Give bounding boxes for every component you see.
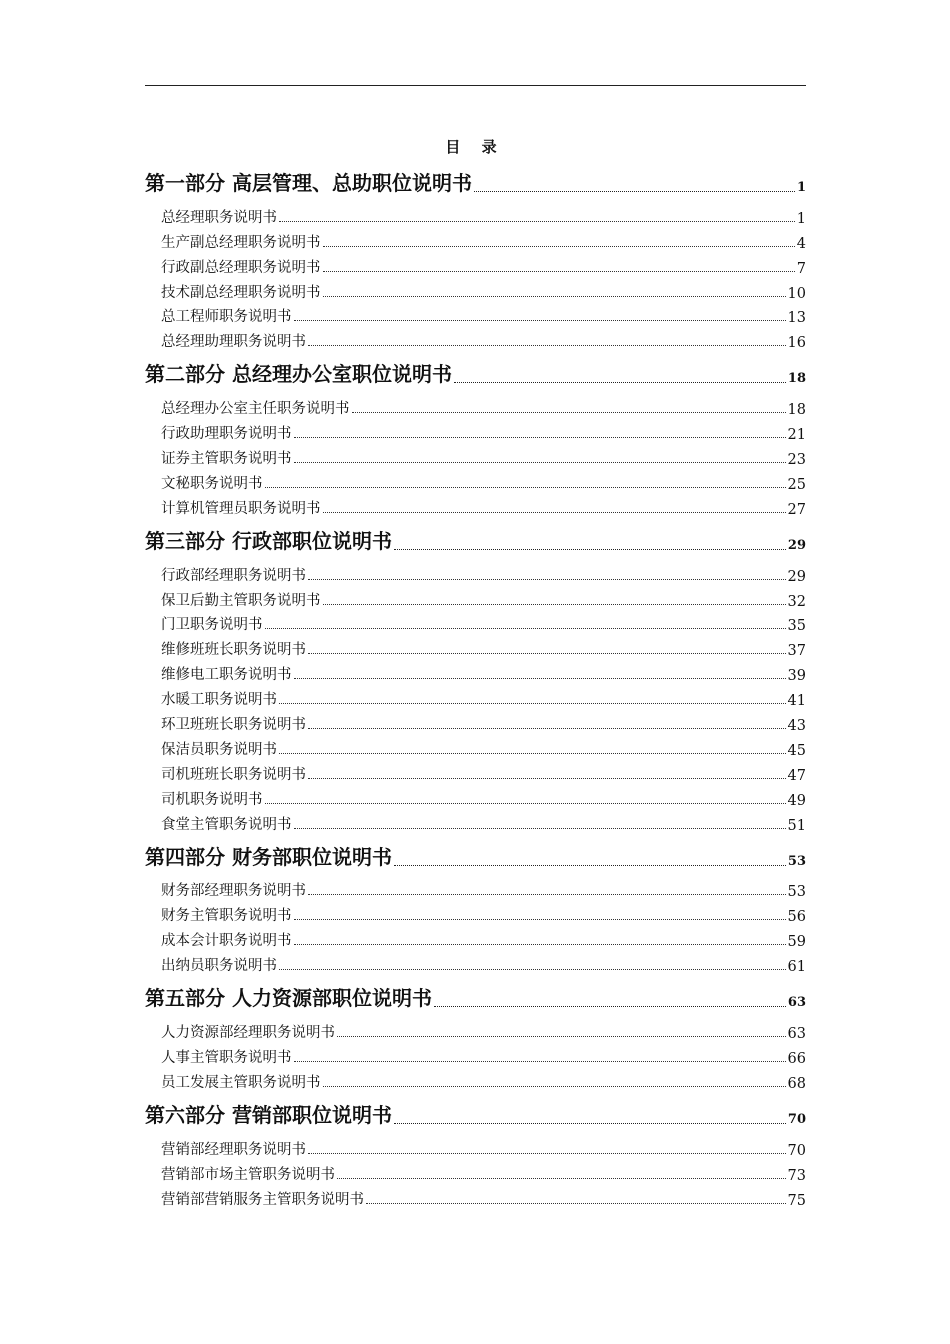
toc-entry[interactable] [145, 1159, 806, 1184]
entry-title: 总经理职务说明书 [161, 209, 277, 226]
toc-entry[interactable] [145, 709, 806, 734]
toc-part-heading[interactable] [145, 840, 806, 870]
dot-leader [394, 1122, 786, 1124]
dot-leader [352, 411, 786, 413]
entry-page-number: 47 [787, 767, 806, 784]
toc-entry[interactable] [145, 202, 806, 227]
entry-title: 财务部经理职务说明书 [161, 883, 306, 900]
entry-page-number: 21 [787, 427, 806, 444]
dot-leader [308, 344, 786, 346]
entry-title: 人力资源部经理职务说明书 [161, 1025, 335, 1042]
toc-entry-list [145, 560, 806, 834]
toc-entry[interactable] [145, 1134, 806, 1159]
dot-leader [366, 1202, 786, 1204]
entry-page-number: 25 [787, 476, 806, 493]
toc-entry[interactable] [145, 1184, 806, 1209]
entry-page-number: 53 [787, 884, 806, 901]
entry-page-number: 35 [787, 618, 806, 635]
entry-title: 维修电工职务说明书 [161, 667, 292, 684]
entry-page-number: 10 [787, 285, 806, 302]
entry-page-number: 4 [796, 235, 806, 252]
toc-part [145, 1098, 806, 1209]
entry-page-number: 51 [787, 817, 806, 834]
dot-leader [394, 864, 786, 866]
entry-title: 总经理办公室主任职务说明书 [161, 401, 350, 418]
toc-entry[interactable] [145, 876, 806, 901]
toc-part-heading[interactable] [145, 524, 806, 554]
toc-entry[interactable] [145, 468, 806, 493]
entry-page-number: 43 [787, 718, 806, 735]
dot-leader [279, 752, 786, 754]
toc-entry[interactable] [145, 418, 806, 443]
entry-page-number: 61 [787, 959, 806, 976]
dot-leader [265, 627, 786, 629]
part-page-number: 63 [787, 995, 806, 1011]
entry-page-number: 27 [787, 501, 806, 518]
dot-leader [308, 578, 786, 580]
entry-page-number: 75 [787, 1192, 806, 1209]
entry-title: 司机职务说明书 [161, 791, 263, 808]
entry-title: 员工发展主管职务说明书 [161, 1074, 321, 1091]
toc-entry[interactable] [145, 326, 806, 351]
entry-title: 营销部市场主管职务说明书 [161, 1166, 335, 1183]
part-page-number: 53 [787, 853, 806, 869]
toc-entry[interactable] [145, 734, 806, 759]
toc-part-heading[interactable] [145, 166, 806, 196]
dot-leader [434, 1005, 786, 1007]
entry-page-number: 70 [787, 1142, 806, 1159]
dot-leader [308, 777, 786, 779]
toc-part-heading[interactable] [145, 1098, 806, 1128]
toc-entry[interactable] [145, 227, 806, 252]
entry-title: 环卫班班长职务说明书 [161, 717, 306, 734]
toc-entry[interactable] [145, 1067, 806, 1092]
entry-page-number: 66 [787, 1050, 806, 1067]
entry-page-number: 29 [787, 568, 806, 585]
dot-leader [323, 603, 786, 605]
dot-leader [294, 918, 786, 920]
toc-entry[interactable] [145, 900, 806, 925]
entry-title: 行政部经理职务说明书 [161, 567, 306, 584]
dot-leader [279, 220, 795, 222]
entry-page-number: 59 [787, 934, 806, 951]
toc-entry[interactable] [145, 560, 806, 585]
entry-page-number: 37 [787, 643, 806, 660]
entry-page-number: 63 [787, 1026, 806, 1043]
toc-title: 目 录 [445, 138, 505, 156]
entry-title: 技术副总经理职务说明书 [161, 284, 321, 301]
entry-title: 成本会计职务说明书 [161, 933, 292, 950]
dot-leader [337, 1177, 786, 1179]
toc-entry-list [145, 1017, 806, 1092]
toc-entry[interactable] [145, 809, 806, 834]
entry-title: 保卫后勤主管职务说明书 [161, 592, 321, 609]
entry-page-number: 13 [787, 310, 806, 327]
entry-page-number: 73 [787, 1167, 806, 1184]
entry-title: 营销部营销服务主管职务说明书 [161, 1191, 364, 1208]
toc-entry[interactable] [145, 659, 806, 684]
toc-part [145, 524, 806, 834]
toc-entry[interactable] [145, 634, 806, 659]
entry-title: 总经理助理职务说明书 [161, 334, 306, 351]
toc-part [145, 981, 806, 1092]
toc-entry[interactable] [145, 393, 806, 418]
dot-leader [294, 436, 786, 438]
dot-leader [323, 511, 786, 513]
part-page-number: 70 [787, 1111, 806, 1127]
toc-entry[interactable] [145, 759, 806, 784]
entry-page-number: 45 [787, 742, 806, 759]
entry-title: 营销部经理职务说明书 [161, 1141, 306, 1158]
entry-page-number: 49 [787, 792, 806, 809]
toc-part [145, 166, 806, 351]
entry-page-number: 41 [787, 693, 806, 710]
dot-leader [294, 319, 786, 321]
part-page-number: 1 [796, 180, 806, 195]
toc-part-heading[interactable] [145, 981, 806, 1011]
toc-entry[interactable] [145, 925, 806, 950]
dot-leader [323, 1085, 786, 1087]
entry-title: 行政助理职务说明书 [161, 426, 292, 443]
toc-part [145, 357, 806, 517]
entry-title: 财务主管职务说明书 [161, 908, 292, 925]
dot-leader [294, 943, 786, 945]
toc-entry-list [145, 1134, 806, 1209]
part-title: 第一部分 高层管理、总助职位说明书 [145, 171, 472, 195]
entry-page-number: 56 [787, 909, 806, 926]
dot-leader [265, 486, 786, 488]
part-title: 第五部分 人力资源部职位说明书 [145, 986, 432, 1011]
part-title: 第二部分 总经理办公室职位说明书 [145, 362, 452, 387]
toc-part-heading[interactable] [145, 357, 806, 387]
entry-title: 维修班班长职务说明书 [161, 642, 306, 659]
entry-title: 人事主管职务说明书 [161, 1049, 292, 1066]
entry-page-number: 39 [787, 668, 806, 685]
toc-entry[interactable] [145, 1042, 806, 1067]
table-of-contents [145, 166, 806, 1215]
toc-entry[interactable] [145, 443, 806, 468]
dot-leader [308, 893, 786, 895]
entry-page-number: 18 [787, 402, 806, 419]
toc-entry[interactable] [145, 784, 806, 809]
dot-leader [323, 270, 795, 272]
entry-page-number: 1 [796, 210, 806, 227]
dot-leader [337, 1035, 786, 1037]
entry-title: 司机班班长职务说明书 [161, 766, 306, 783]
entry-title: 生产副总经理职务说明书 [161, 234, 321, 251]
entry-page-number: 23 [787, 452, 806, 469]
dot-leader [265, 802, 786, 804]
entry-title: 门卫职务说明书 [161, 617, 263, 634]
toc-entry[interactable] [145, 950, 806, 975]
toc-entry[interactable] [145, 302, 806, 327]
part-page-number: 18 [787, 371, 806, 387]
dot-leader [308, 1152, 786, 1154]
entry-title: 出纳员职务说明书 [161, 958, 277, 975]
part-title: 第六部分 营销部职位说明书 [145, 1102, 392, 1127]
toc-entry[interactable] [145, 610, 806, 635]
dot-leader [294, 827, 786, 829]
entry-title: 保洁员职务说明书 [161, 741, 277, 758]
toc-entry[interactable] [145, 277, 806, 302]
entry-title: 计算机管理员职务说明书 [161, 500, 321, 517]
toc-entry-list [145, 876, 806, 976]
dot-leader [294, 1060, 786, 1062]
dot-leader [279, 702, 786, 704]
toc-entry[interactable] [145, 1017, 806, 1042]
entry-title: 证券主管职务说明书 [161, 451, 292, 468]
toc-entry-list [145, 202, 806, 351]
part-title: 第四部分 财务部职位说明书 [145, 844, 392, 869]
toc-entry[interactable] [145, 252, 806, 277]
header-rule [145, 85, 806, 86]
part-title: 第三部分 行政部职位说明书 [145, 528, 392, 553]
dot-leader [454, 381, 786, 383]
dot-leader [323, 295, 786, 297]
entry-page-number: 32 [787, 593, 806, 610]
entry-title: 文秘职务说明书 [161, 475, 263, 492]
toc-entry[interactable] [145, 493, 806, 518]
dot-leader [294, 461, 786, 463]
dot-leader [279, 968, 786, 970]
entry-page-number: 16 [787, 335, 806, 352]
toc-entry[interactable] [145, 684, 806, 709]
dot-leader [294, 677, 786, 679]
entry-title: 行政副总经理职务说明书 [161, 259, 321, 276]
dot-leader [394, 548, 786, 550]
dot-leader [308, 727, 786, 729]
toc-entry[interactable] [145, 585, 806, 610]
entry-page-number: 7 [796, 260, 806, 277]
entry-title: 食堂主管职务说明书 [161, 816, 292, 833]
entry-title: 水暖工职务说明书 [161, 692, 277, 709]
toc-part [145, 840, 806, 976]
entry-page-number: 68 [787, 1075, 806, 1092]
dot-leader [323, 245, 795, 247]
entry-title: 总工程师职务说明书 [161, 309, 292, 326]
dot-leader [308, 652, 786, 654]
part-page-number: 29 [787, 537, 806, 553]
dot-leader [474, 190, 795, 192]
toc-entry-list [145, 393, 806, 517]
